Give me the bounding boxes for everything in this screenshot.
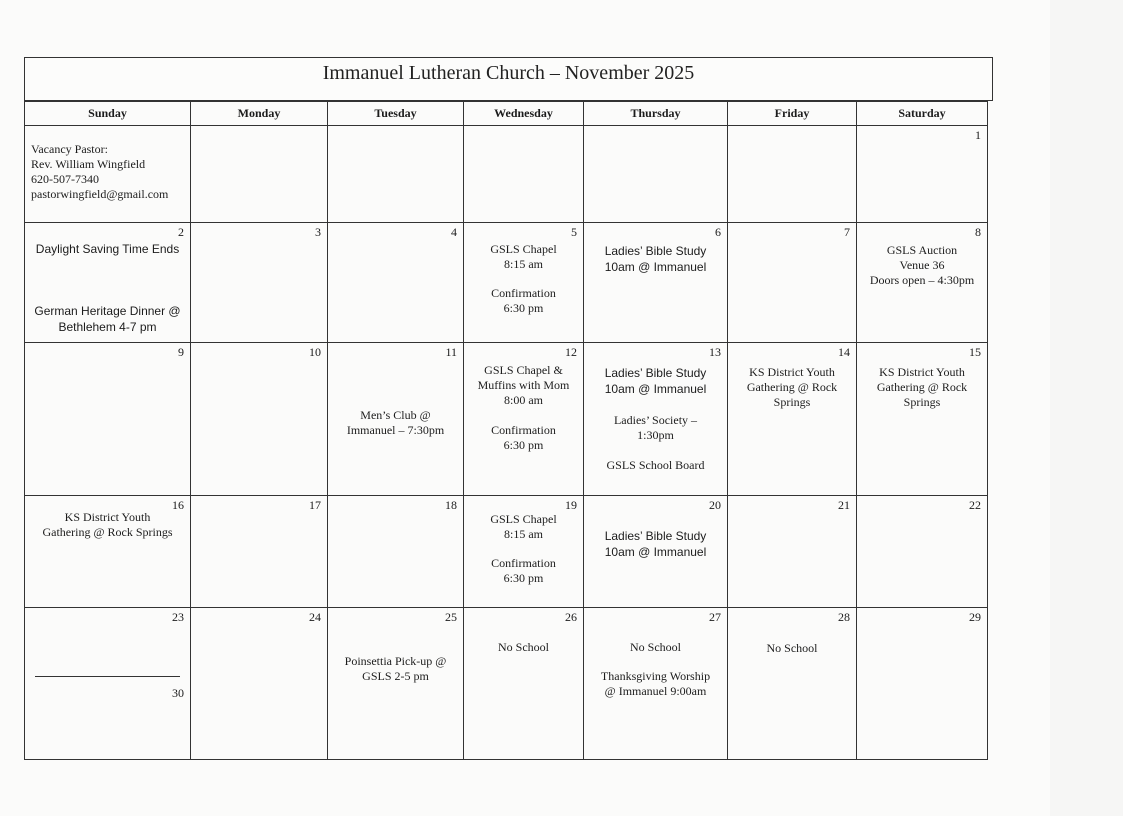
event-line: Poinsettia Pick-up @: [344, 654, 447, 668]
event-line: Ladies’ Bible Study: [604, 366, 707, 380]
day-number: 30: [172, 686, 184, 700]
event-german-dinner: German Heritage Dinner @ Bethlehem 4-7 pm: [34, 304, 181, 334]
event-line: Springs: [773, 395, 811, 409]
event-time: Immanuel – 7:30pm: [346, 423, 445, 437]
event-line: KS District Youth: [64, 510, 151, 524]
day-cell-25: [328, 608, 464, 760]
event-line: Gathering @ Rock: [876, 380, 968, 394]
pastor-email: pastorwingfield@gmail.com: [31, 187, 169, 201]
day-number: 14: [838, 345, 850, 359]
event-location: 10am @ Immanuel: [604, 382, 707, 396]
event-ladies-bible-study: [588, 365, 723, 397]
event-gsls-chapel: [468, 242, 579, 272]
event-dst-ends: Daylight Saving Time Ends: [35, 242, 180, 256]
day-cell-20: [584, 496, 728, 608]
event-line: Muffins with Mom: [477, 378, 570, 392]
event-ks-youth-gathering: [29, 510, 186, 540]
day-number: 25: [445, 610, 457, 624]
day-number: 20: [709, 498, 721, 512]
week-row-4: [25, 496, 988, 608]
day-cell-26: [464, 608, 584, 760]
event-line: Confirmation: [491, 556, 556, 570]
day-cell-5: [464, 223, 584, 343]
day-cell-1: [857, 126, 988, 223]
event-line: Ladies’ Bible Study: [604, 244, 707, 258]
day-number: 22: [969, 498, 981, 512]
day-number: 29: [969, 610, 981, 624]
weekday-friday: Friday: [728, 102, 857, 126]
pastor-info: [31, 142, 168, 202]
event-ks-youth-gathering: [861, 365, 983, 410]
event-line: Confirmation: [491, 423, 556, 437]
day-number: 6: [715, 225, 721, 239]
event-school-board: GSLS School Board: [606, 458, 705, 472]
day-cell-7: [728, 223, 857, 343]
event-line: Gathering @ Rock Springs: [42, 525, 173, 539]
event-line: Confirmation: [491, 286, 556, 300]
split-day-divider: [35, 676, 180, 677]
week-row-5: [25, 608, 988, 760]
empty-day-cell: [728, 126, 857, 223]
day-cell-3: [191, 223, 328, 343]
event-time: 6:30 pm: [503, 571, 544, 585]
event-no-school: No School: [630, 640, 681, 654]
calendar-title-box: [24, 57, 993, 101]
event-line: Thanksgiving Worship: [600, 669, 711, 683]
weekday-monday: Monday: [191, 102, 328, 126]
day-number: 3: [315, 225, 321, 239]
day-cell-22: [857, 496, 988, 608]
event-line: KS District Youth: [749, 365, 835, 379]
day-cell-6: [584, 223, 728, 343]
day-number: 7: [844, 225, 850, 239]
event-time: 1:30pm: [637, 428, 674, 442]
pastor-heading: Vacancy Pastor:: [31, 142, 108, 156]
day-number: 26: [565, 610, 577, 624]
day-cell-11: [328, 343, 464, 496]
day-number: 12: [565, 345, 577, 359]
event-venue: Venue 36: [899, 258, 945, 272]
event-ladies-society: [588, 413, 723, 443]
weekday-saturday: Saturday: [857, 102, 988, 126]
event-line: KS District Youth: [879, 365, 965, 379]
day-cell-24: [191, 608, 328, 760]
event-time: 8:00 am: [504, 393, 543, 407]
event-line: Ladies’ Society –: [613, 413, 698, 427]
day-cell-19: [464, 496, 584, 608]
day-number: 19: [565, 498, 577, 512]
event-line: Gathering @ Rock: [746, 380, 838, 394]
event-line: GSLS Chapel: [490, 512, 557, 526]
event-time: Doors open – 4:30pm: [869, 273, 975, 287]
event-line: Men’s Club @: [360, 408, 431, 422]
day-number: 28: [838, 610, 850, 624]
day-number: 11: [445, 345, 457, 359]
event-ladies-bible-study: [588, 528, 723, 560]
event-no-school: No School: [498, 640, 549, 654]
event-location: 10am @ Immanuel: [604, 545, 707, 559]
day-number: 13: [709, 345, 721, 359]
day-number: 27: [709, 610, 721, 624]
event-line: Springs: [903, 395, 941, 409]
day-cell-14: [728, 343, 857, 496]
day-cell-15: [857, 343, 988, 496]
day-cell-29: [857, 608, 988, 760]
event-ks-youth-gathering: [732, 365, 852, 410]
calendar-grid: [24, 101, 988, 760]
event-line: GSLS Chapel &: [484, 363, 563, 377]
day-number: 5: [571, 225, 577, 239]
day-cell-17: [191, 496, 328, 608]
pastor-name: Rev. William Wingfield: [31, 157, 146, 171]
event-thanksgiving-worship: [588, 669, 723, 699]
event-chapel-muffins: [468, 363, 579, 408]
event-no-school: No School: [766, 641, 818, 655]
event-time: GSLS 2-5 pm: [362, 669, 429, 683]
event-line: Ladies’ Bible Study: [604, 529, 707, 543]
empty-day-cell: [191, 126, 328, 223]
event-time: 8:15 am: [504, 257, 543, 271]
event-gsls-chapel: [468, 512, 579, 542]
day-number: 8: [975, 225, 981, 239]
weekday-thursday: Thursday: [584, 102, 728, 126]
empty-day-cell: [464, 126, 584, 223]
calendar-title: Immanuel Lutheran Church – November 2025: [322, 62, 695, 84]
day-number: 17: [309, 498, 321, 512]
day-number: 1: [975, 128, 981, 142]
day-number: 9: [178, 345, 184, 359]
day-cell-27: [584, 608, 728, 760]
day-cell-23-30: [25, 608, 191, 760]
day-cell-28: [728, 608, 857, 760]
event-confirmation: [468, 423, 579, 453]
day-cell-16: [25, 496, 191, 608]
event-time: 6:30 pm: [503, 301, 544, 315]
day-cell-12: [464, 343, 584, 496]
day-number: 24: [309, 610, 321, 624]
day-cell-8: [857, 223, 988, 343]
pastor-info-cell: [25, 126, 191, 223]
empty-day-cell: [584, 126, 728, 223]
event-poinsettia-pickup: [332, 654, 459, 684]
event-ladies-bible-study: [588, 243, 723, 275]
event-location: 10am @ Immanuel: [604, 260, 707, 274]
day-number: 4: [451, 225, 457, 239]
day-cell-10: [191, 343, 328, 496]
day-cell-18: [328, 496, 464, 608]
day-number: 2: [178, 225, 184, 239]
event-time: 8:15 am: [504, 527, 543, 541]
day-cell-4: [328, 223, 464, 343]
weekday-sunday: Sunday: [25, 102, 191, 126]
weekday-header-row: [25, 102, 988, 126]
week-row-1: [25, 126, 988, 223]
event-line: GSLS Chapel: [490, 242, 557, 256]
event-mens-club: [332, 408, 459, 438]
event-time: @ Immanuel 9:00am: [604, 684, 707, 698]
event-time: 6:30 pm: [503, 438, 544, 452]
week-row-3: [25, 343, 988, 496]
day-cell-9: [25, 343, 191, 496]
event-confirmation: [468, 556, 579, 586]
day-number: 21: [838, 498, 850, 512]
day-number: 18: [445, 498, 457, 512]
day-cell-13: [584, 343, 728, 496]
day-number: 15: [969, 345, 981, 359]
weekday-tuesday: Tuesday: [328, 102, 464, 126]
event-confirmation: [468, 286, 579, 316]
event-gsls-auction: [861, 243, 983, 288]
pastor-phone: 620-507-7340: [31, 172, 99, 186]
day-cell-21: [728, 496, 857, 608]
weekday-wednesday: Wednesday: [464, 102, 584, 126]
day-number: 23: [172, 610, 184, 624]
empty-day-cell: [328, 126, 464, 223]
week-row-2: [25, 223, 988, 343]
day-cell-2: [25, 223, 191, 343]
day-number: 10: [309, 345, 321, 359]
event-line: GSLS Auction: [886, 243, 958, 257]
day-number: 16: [172, 498, 184, 512]
